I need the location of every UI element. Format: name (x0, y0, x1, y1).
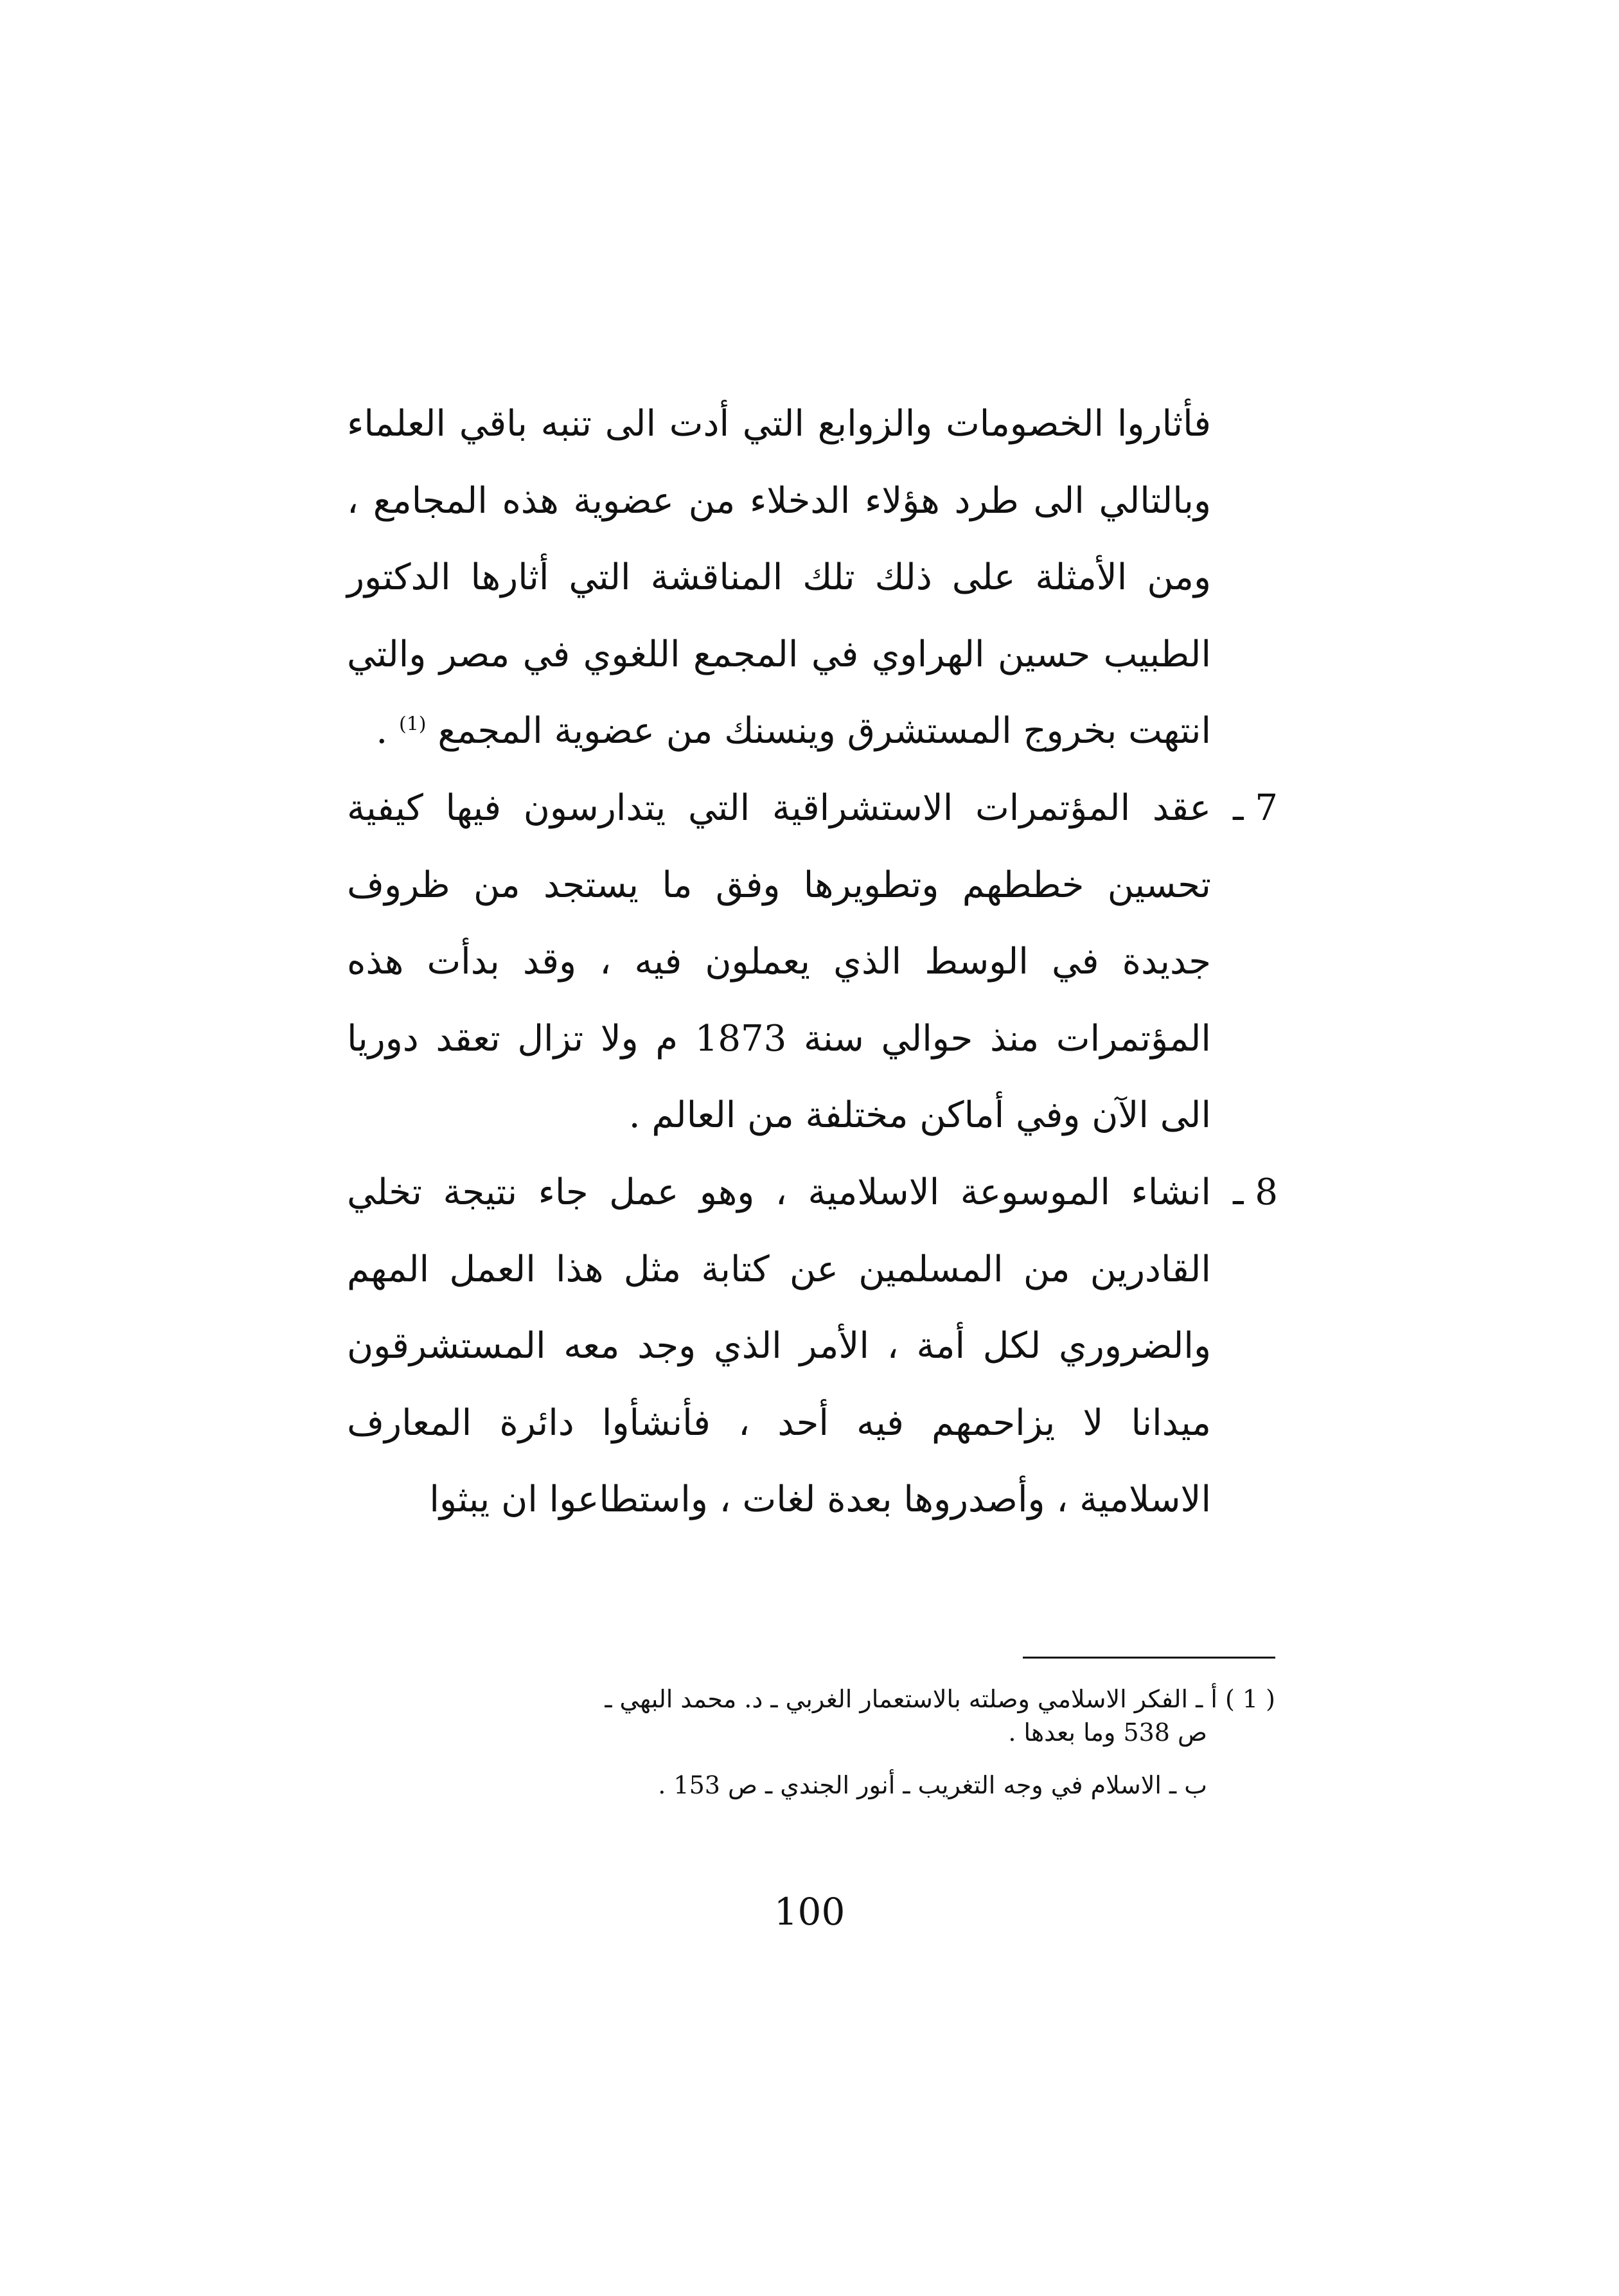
footnote-line: ب ـ الاسلام في وجه التغريب ـ أنور الجندي ـ ص 153 . (658, 1771, 1207, 1799)
page-number: 100 (774, 1890, 845, 1934)
footnote-line: ص 538 وما بعدها . (1008, 1718, 1207, 1747)
footnote-divider (1023, 1657, 1275, 1659)
intro-end: . (376, 710, 399, 752)
footnote-reference: (1) (398, 713, 427, 736)
footnote-line: ( 1 ) أ ـ الفكر الاسلامي وصلته بالاستعمار الغربي ـ د. محمد البهي ـ (605, 1685, 1275, 1713)
list-item (347, 1154, 1278, 1538)
list-item-text: انشاء الموسوعة الاسلامية ، وهو عمل جاء نتيجة تخلي القادرين من المسلمين عن كتابة مثل هذا العمل المهم والضروري لكل أمة ، الأمر الذي وجد معه المستشرقون ميدانا لا يزاحمهم فيه أحد ، فأنشأوا دائرة المعارف الاسلامية ، وأصدروها بعدة لغات ، واستطاعوا ان يبثوا (347, 1171, 1211, 1521)
list-item-number: 7 ـ (1233, 787, 1278, 829)
list-item (347, 770, 1278, 1154)
footnotes (475, 1682, 1275, 1802)
main-text (347, 386, 1278, 1538)
intro-text: فأثاروا الخصومات والزوابع التي أدت الى تنبه باقي العلماء وبالتالي الى طرد هؤلاء الدخلاء من عضوية هذه المجامع ، ومن الأمثلة على ذلك تلك المناقشة التي أثارها الدكتور الطبيب حسين الهراوي في المجمع اللغوي في مصر والتي انتهت بخروج المستشرق وينسنك من عضوية المجمع (347, 403, 1211, 752)
list-item-text: عقد المؤتمرات الاستشراقية التي يتدارسون فيها كيفية تحسين خططهم وتطويرها وفق ما يستجد من ظروف جديدة في الوسط الذي يعملون فيه ، وقد بدأت هذه المؤتمرات منذ حوالي سنة 1873 م ولا تزال تعقد دوريا الى الآن وفي أماكن مختلفة من العالم . (347, 787, 1211, 1137)
list-item-number: 8 ـ (1233, 1171, 1278, 1213)
intro-paragraph (347, 386, 1211, 770)
